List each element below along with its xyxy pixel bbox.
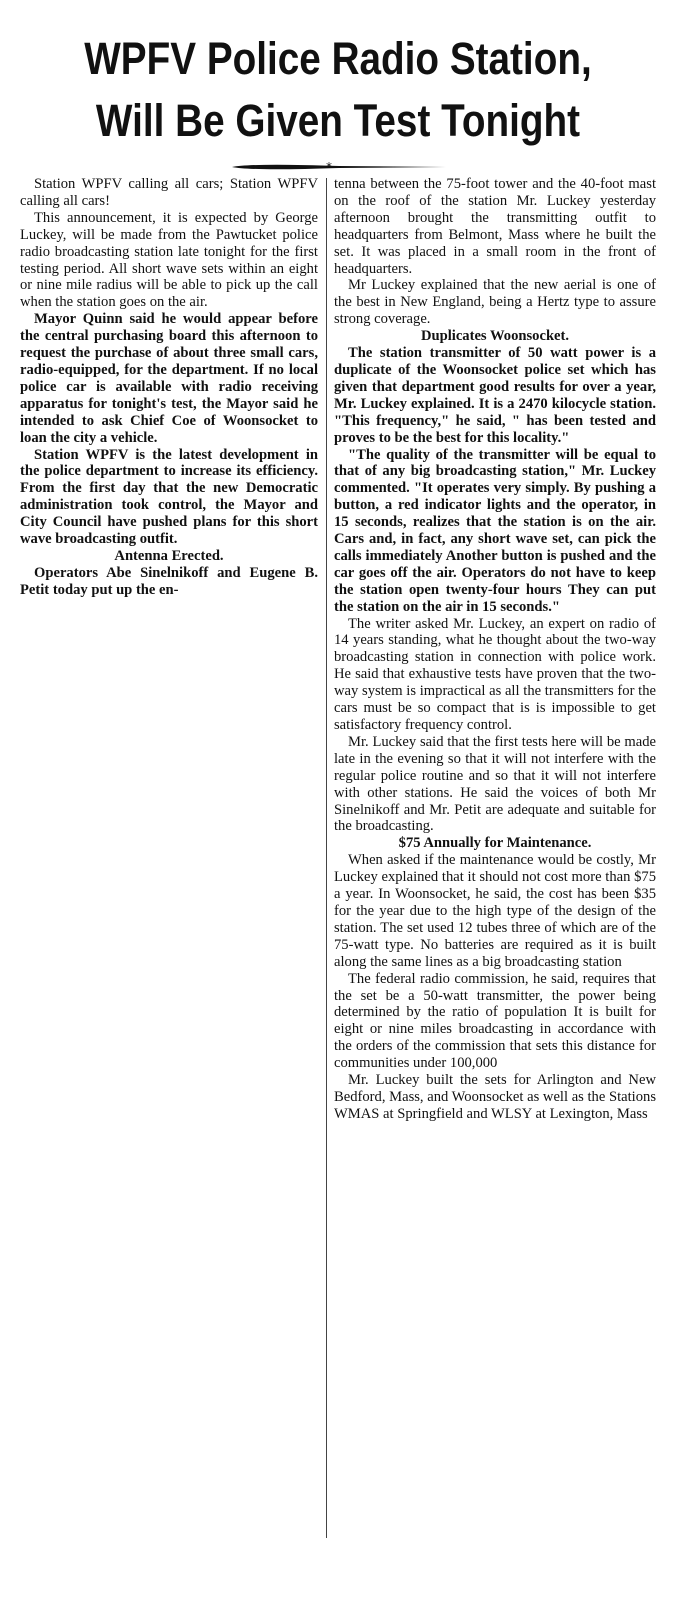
paragraph: Station WPFV is the latest development in the police department to increase its efficiency. From the first day that the new Democratic administration took control, the Mayor and City Council have pushed plans for this short wave broadcasting outfit. [20, 446, 318, 548]
paragraph: Mr Luckey explained that the new aerial is one of the best in New England, being a Hertz type to assure strong coverage. [334, 277, 656, 328]
subheading: Antenna Erected. [114, 547, 224, 564]
paragraph: The station transmitter of 50 watt power is a duplicate of the Woonsocket police set which has given that department good results for over a year, Mr. Luckey explained. It is a 2470 kilocycle station. "This frequency," he said, " has been tested and proves to be the best for this locality." [334, 345, 656, 446]
headline-rule-ornament [232, 160, 446, 174]
subheading: $75 Annually for Maintenance. [398, 835, 592, 852]
paragraph: Mr. Luckey built the sets for Arlington and New Bedford, Mass, and Woonsocket as well as the Stations WMAS at Springfield and WLSY at Lexington, Mass [334, 1072, 657, 1122]
headline-line-2: Will Be Given Test Tonight [95, 95, 581, 146]
article-column-left [20, 176, 318, 599]
headline-line-1: WPFV Police Radio Station, [84, 33, 592, 84]
paragraph: This announcement, it is expected by George Luckey, will be made from the Pawtucket police radio broadcasting station late tonight for the first testing period. All short wave sets within an eight or nine mile radius will be able to pick up the call when the station goes on the air. [20, 209, 318, 311]
paragraph: tenna between the 75-foot tower and the 40-foot mast on the roof of the station Mr. Luckey yesterday afternoon brought the transmitting outfit to headquarters from Belmont, Mass where he built the set. It was placed in a small room in the front of headquarters. [334, 176, 656, 277]
paragraph: The federal radio commission, he said, requires that the set be a 50-watt transmitter, the power being determined by the ratio of population It is built for eight or nine miles broadcasting in accordance with the orders of the commission that sets this distance for communities under 100,000 [334, 970, 656, 1072]
paragraph: When asked if the maintenance would be costly, Mr Luckey explained that it should not cost more than $75 a year. In Woonsocket, he said, the cost has been $35 for the year due to the high type of the design of the station. The set used 12 tubes three of which are of the 75-watt type. No batteries are required as it is built along the same lines as a big broadcasting station [334, 852, 656, 970]
article-column-right [334, 176, 656, 1123]
subheading: Duplicates Woonsocket. [420, 328, 570, 345]
paragraph: Mr. Luckey said that the first tests here will be made late in the evening so that it will not interfere with the regular police routine and so that it will not interfere with other stations. He said the voices of both Mr Sinelnikoff and Mr. Petit are adequate and suitable for the broadcasting. [334, 733, 656, 835]
svg-text:*: * [326, 160, 332, 174]
paragraph: Mayor Quinn said he would appear before the central purchasing board this afternoon to request the purchase of about three small cars, radio-equipped, for the department. If no local police car is available with radio receiving apparatus for tonight's test, the Mayor said he intended to ask Chief Coe of Woonsocket to loan the city a vehicle. [20, 311, 318, 446]
paragraph: Operators Abe Sinelnikoff and Eugene B. Petit today put up the en- [20, 564, 318, 598]
paragraph: "The quality of the transmitter will be equal to that of any big broadcasting station," Mr. Luckey commented. "It operates very simply. By pushing a button, a red indicator lights and the operator, in 15 seconds, realizes that the station is on the air. Cars and, in fact, any short wave set, can pick the calls immediately Another button is pushed and the car goes off the air. Operators do not have to keep the station open twenty-four hours They can put the station on the air in 15 seconds." [334, 446, 656, 615]
column-divider [326, 178, 327, 1538]
paragraph: Station WPFV calling all cars; Station WPFV calling all cars! [20, 176, 318, 209]
paragraph: The writer asked Mr. Luckey, an expert on radio of 14 years standing, what he thought about the two-way broadcasting station in connection with police work. He said that exhaustive tests have proven that the two-way system is impractical as all the transmitters for the cars must be so compact that is is impossible to get satisfactory frequency control. [334, 615, 656, 733]
